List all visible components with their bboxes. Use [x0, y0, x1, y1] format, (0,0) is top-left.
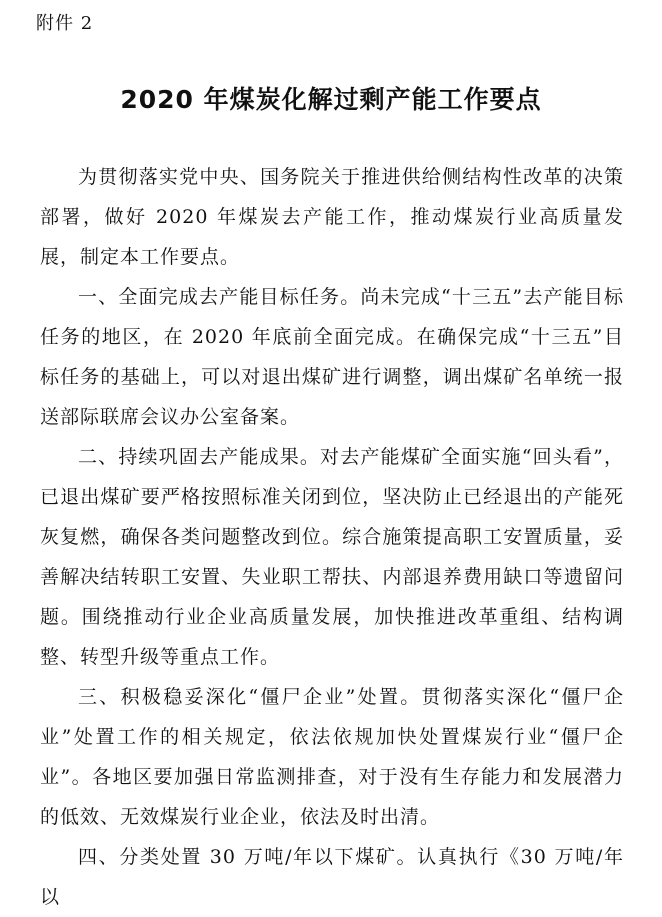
document-title: 2020 年煤炭化解过剩产能工作要点 — [120, 85, 542, 114]
section-1-paragraph: 一、全面完成去产能目标任务。尚未完成“十三五”去产能目标任务的地区，在 2020 年底前全面完成。在确保完成“十三五”目标任务的基础上，可以对退出煤矿进行调整，调出煤矿名单统一报送部际联席会议办公室备案。 — [40, 286, 624, 428]
intro-paragraph: 为贯彻落实党中央、国务院关于推进供给侧结构性改革的决策部署，做好 2020 年煤炭去产能工作，推动煤炭行业高质量发展，制定本工作要点。 — [40, 166, 624, 268]
section-3-paragraph: 三、积极稳妥深化“僵尸企业”处置。贯彻落实深化“僵尸企业”处置工作的相关规定，依法依规加快处置煤炭行业“僵尸企业”。各地区要加强日常监测排查，对于没有生存能力和发展潜力的低效、无效煤炭行业企业，依法及时出清。 — [40, 686, 624, 828]
section-4-paragraph: 四、分类处置 30 万吨/年以下煤矿。认真执行《30 万吨/年以 — [40, 846, 624, 908]
document-body — [40, 157, 624, 917]
attachment-label: 附件 2 — [36, 13, 94, 34]
section-2-paragraph: 二、持续巩固去产能成果。对去产能煤矿全面实施“回头看”，已退出煤矿要严格按照标准关闭到位，坚决防止已经退出的产能死灰复燃，确保各类问题整改到位。综合施策提高职工安置质量，妥善解决结转职工安置、失业职工帮扶、内部退养费用缺口等遗留问题。围绕推动行业企业高质量发展，加快推进改革重组、结构调整、转型升级等重点工作。 — [40, 446, 624, 668]
